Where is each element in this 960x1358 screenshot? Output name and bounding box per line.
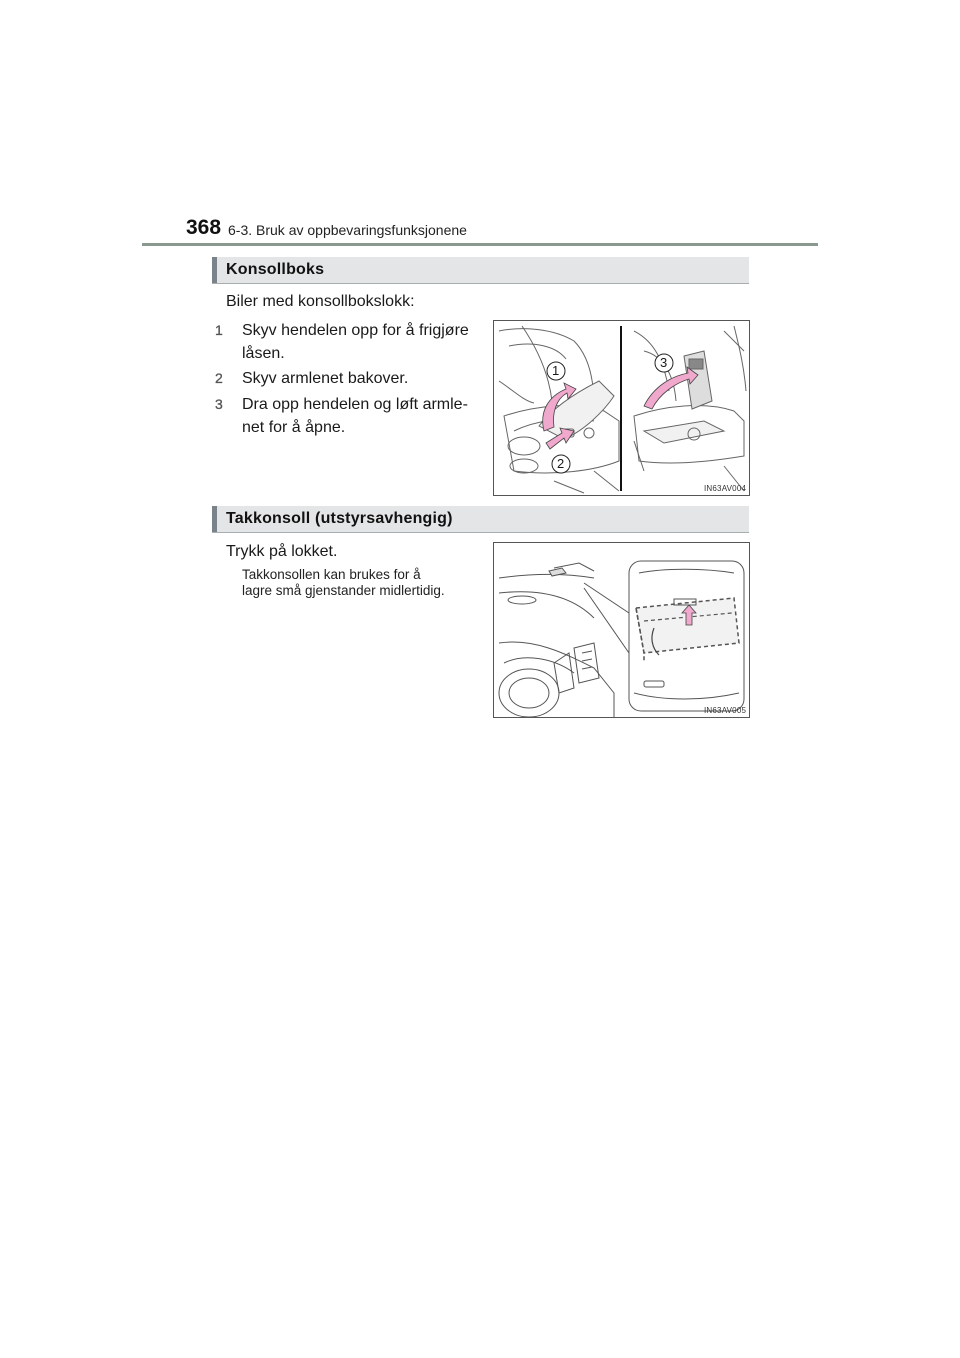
- figure-code: IN63AV004: [704, 484, 747, 493]
- section-header-bar: [212, 506, 217, 532]
- overhead-console-illustration: [494, 543, 749, 717]
- section-header-takkonsoll: [212, 506, 749, 533]
- chapter-title: 6-3. Bruk av oppbevaringsfunksjonene: [228, 222, 467, 238]
- step-2-line-1: Skyv armlenet bakover.: [242, 370, 409, 387]
- section-intro: Biler med konsollbokslokk:: [226, 293, 415, 310]
- note-line-1: Takkonsollen kan brukes for å: [242, 567, 421, 582]
- callout-2: 2: [557, 456, 565, 471]
- step-3-line-1: Dra opp hendelen og løft armle-: [242, 396, 468, 413]
- header-rule: [142, 243, 818, 246]
- callout-1: 1: [552, 363, 560, 378]
- callout-3: 3: [660, 355, 668, 370]
- console-box-illustration: [494, 321, 749, 495]
- step-number-3: 3: [215, 396, 223, 412]
- figure-code: IN63AV005: [704, 706, 747, 715]
- step-number-2: 2: [215, 370, 223, 386]
- section-header-konsollboks: [212, 257, 749, 284]
- step-1-line-1: Skyv hendelen opp for å frigjøre: [242, 322, 469, 339]
- figure-console-box: [493, 320, 750, 496]
- figure-overhead-console: [493, 542, 750, 718]
- page-number: 368: [186, 216, 222, 239]
- section-intro: Trykk på lokket.: [226, 543, 338, 560]
- step-3-line-2: net for å åpne.: [242, 419, 346, 436]
- section-title: Takkonsoll (utstyrsavhengig): [226, 510, 453, 527]
- note-line-2: lagre små gjenstander midlertidig.: [242, 583, 445, 598]
- section-header-bar: [212, 257, 217, 283]
- step-number-1: 1: [215, 322, 223, 338]
- section-title: Konsollboks: [226, 261, 325, 278]
- step-1-line-2: låsen.: [242, 345, 285, 362]
